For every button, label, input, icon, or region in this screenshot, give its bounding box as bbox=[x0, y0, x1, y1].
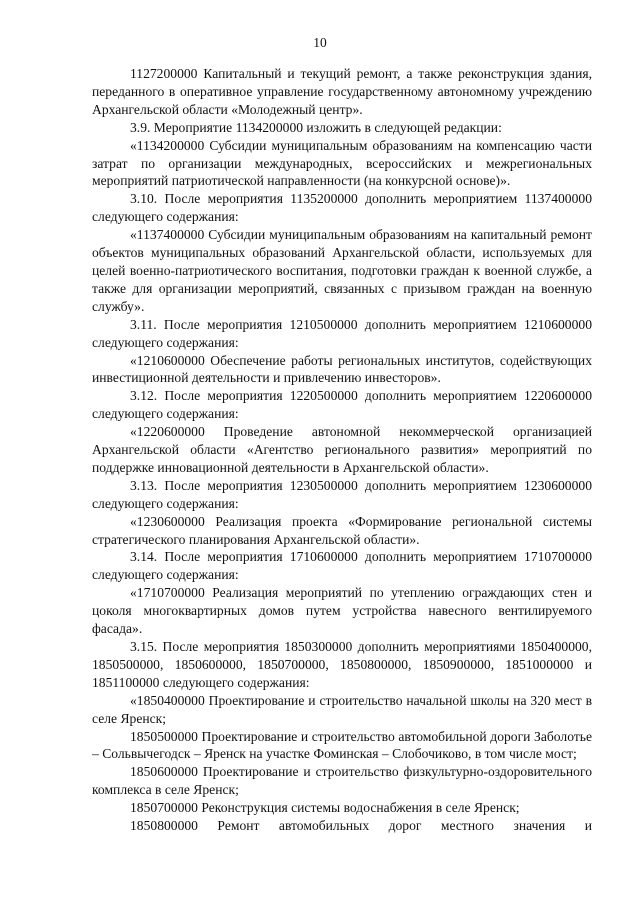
paragraph-3-12: 3.12. После мероприятия 1220500000 дополнить мероприятием 1220600000 следующего содержания: bbox=[92, 388, 592, 422]
paragraph-1710700000: «1710700000 Реализация мероприятий по утеплению ограждающих стен и цоколя многоквартирных домов путем устройства навесного вентилируемого фасада». bbox=[92, 585, 592, 637]
paragraph-1850600000: 1850600000 Проектирование и строительство физкультурно-оздоровительного комплекса в селе Яренск; bbox=[92, 764, 592, 798]
paragraph-3-15: 3.15. После мероприятия 1850300000 дополнить мероприятиями 1850400000, 1850500000, 1850600000, 1850700000, 1850800000, 1850900000, 1851000000 и 1851100000 следующего содержания: bbox=[92, 639, 592, 690]
page-number: 10 bbox=[313, 35, 327, 50]
paragraph-1210600000: «1210600000 Обеспечение работы региональных институтов, содействующих инвестиционной деятельности и привлечению инвесторов». bbox=[92, 352, 592, 386]
paragraph-1137400000: «1137400000 Субсидии муниципальным образованиям на капитальный ремонт объектов муниципальных образований Архангельской области, используемых для целей военно-патриотического воспитания, подготовки граждан к военной службе, а также для организации мероприятий, связанных с призывом граждан на военную службу». bbox=[92, 227, 592, 314]
paragraph-3-13: 3.13. После мероприятия 1230500000 дополнить мероприятием 1230600000 следующего содержания: bbox=[92, 477, 592, 511]
paragraph-1850800000: 1850800000 Ремонт автомобильных дорог местного значения и bbox=[130, 818, 592, 834]
paragraph-3-9: 3.9. Мероприятие 1134200000 изложить в следующей редакции: bbox=[130, 119, 502, 135]
paragraph-1134200000: «1134200000 Субсидии муниципальным образованиям на компенсацию части затрат по организации международных, всероссийских и межрегиональных мероприятий патриотической направленности (на конкурсной основе)». bbox=[92, 137, 592, 189]
paragraph-1850400000: «1850400000 Проектирование и строительство начальной школы на 320 мест в селе Яренск; bbox=[92, 692, 592, 726]
paragraph-1220600000: «1220600000 Проведение автономной некоммерческой организацией Архангельской области «Агентство регионального развития» мероприятий по поддержке инновационной деятельности в Архангельской области». bbox=[92, 424, 592, 475]
paragraph-3-11: 3.11. После мероприятия 1210500000 дополнить мероприятием 1210600000 следующего содержания: bbox=[92, 316, 592, 350]
paragraph-1850500000: 1850500000 Проектирование и строительство автомобильной дороги Заболотье – Сольвычегодск – Яренск на участке Фоминская – Слобочиково, в том числе мост; bbox=[92, 728, 592, 762]
document-body bbox=[92, 65, 592, 835]
paragraph-1127200000: 1127200000 Капитальный и текущий ремонт, а также реконструкция здания, переданного в оперативное управление государственному автономному учреждению Архангельской области «Молодежный центр». bbox=[92, 66, 592, 117]
paragraph-3-14: 3.14. После мероприятия 1710600000 дополнить мероприятием 1710700000 следующего содержания: bbox=[92, 549, 592, 583]
paragraph-1230600000: «1230600000 Реализация проекта «Формирование региональной системы стратегического планирования Архангельской области». bbox=[92, 513, 592, 547]
paragraph-3-10: 3.10. После мероприятия 1135200000 дополнить мероприятием 1137400000 следующего содержания: bbox=[92, 191, 592, 225]
paragraph-1850700000: 1850700000 Реконструкция системы водоснабжения в селе Яренск; bbox=[130, 800, 520, 816]
